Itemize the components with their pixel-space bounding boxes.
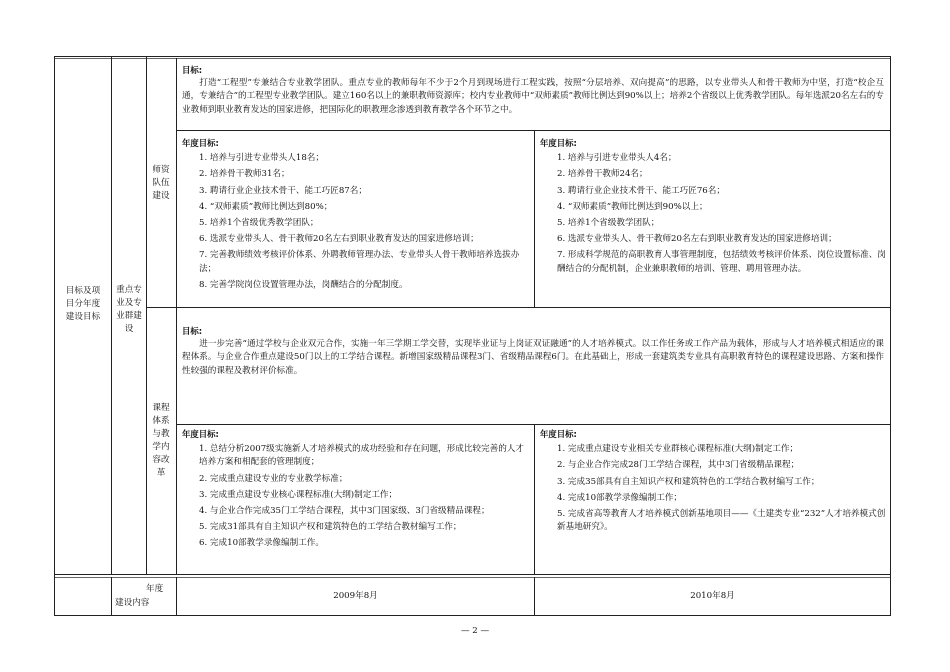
subsection-label-teachers: 师资队伍建设 <box>152 165 170 201</box>
list-item: 6. 选派专业带头人、骨干教师20名左右到职业教育发达的国家进修培训； <box>557 234 837 245</box>
table-right-border <box>890 56 891 616</box>
list-item: 7. 形成科学规范的高职教育人事管理制度，包括绩效考核评价体系、岗位设置标准、岗酬结合的分配机制，企业兼职教师的培训、管理、聘用管理办法。 <box>557 250 886 274</box>
col-divider-mid <box>534 130 535 307</box>
row-divider-1 <box>176 130 890 131</box>
list-item: 3. 聘请行业企业技术骨干、能工巧匠76名； <box>557 185 725 196</box>
table-top-border-inner <box>54 58 891 59</box>
list-item: 5. 培养1个省级教学团队； <box>557 218 660 229</box>
list-item: 4. 完成10部教学录像编制工作； <box>557 492 682 503</box>
goal-text: 打造“工程型”专兼结合专业教学团队。重点专业的教师每年不少于2个月到现场进行工程实践，按照“分层培养、双向提高”的思路，以专业带头人和骨干教师为中坚，打造“校企互通，专兼结合”的工程型专业教学团队。建立160名以上的兼职教师资源库；校内专业教师中“双师素质”教师比例达到90%以上；培养2个省级以上优秀教学团队。每年选派20名左右的专业教师到职业教育发达的国家进修，把国际化的职教理念渗透到教育教学各个环节之中。 <box>182 78 884 115</box>
year-title: 年度目标: <box>540 138 577 148</box>
list-item: 1. 总结分析2007级实施新人才培养模式的成功经验和存在问题，形成比较完善的人才培养方案和相配套的管理制度； <box>199 444 524 468</box>
year2-block-teachers <box>540 137 886 276</box>
bottom-header-content: 建设内容 <box>115 598 150 608</box>
bottom-col1-date: 2009年8月 <box>333 591 378 601</box>
list-item: 5. 完成31部具有自主知识产权和建筑特色的工学结合教材编写工作； <box>199 522 462 533</box>
year-title: 年度目标: <box>182 429 219 439</box>
left-label: 目标及项目分年度建设目标 <box>65 286 101 322</box>
col-divider-1 <box>111 56 112 574</box>
goal-text: 进一步完善“通过学校与企业双元合作，实施一年三学期工学交替，实现毕业证与上岗证双证融通”的人才培养模式。以工作任务或工作产品为载体，形成与人才培养模式相适应的课程体系。与企业合作重点建设50门以上的工学结合课程。新增国家级精品课程3门、省级精品课程6门。在此基础上，形成一套建筑类专业具有高职教育特色的课程建设思路、方案和操作性较强的课程及教材评价标准。 <box>182 339 884 376</box>
list-item: 2. 完成重点建设专业的专业教学标准； <box>199 473 348 484</box>
list-item: 1. 培养与引进专业带头人18名； <box>199 153 324 164</box>
table-bottom-border <box>54 574 891 575</box>
year2-block-curriculum <box>540 428 886 534</box>
bottom-header-year: 年度 <box>146 584 164 594</box>
list-item: 7. 完善教师绩效考核评价体系、外聘教师管理办法、专业带头人骨干教师培养选拔办法； <box>199 250 520 274</box>
goal-block-curriculum <box>182 325 884 378</box>
page-number: — 2 — <box>460 626 490 636</box>
goal-title: 目标: <box>182 65 203 75</box>
list-item: 2. 培养骨干教师24名； <box>557 169 648 180</box>
table-bottom-border-inner <box>54 577 891 578</box>
list-item: 6. 选派专业带头人、骨干教师20名左右到职业教育发达的国家进修培训； <box>199 234 479 245</box>
list-item: 1. 培养与引进专业带头人4名； <box>557 153 677 164</box>
col-divider-2 <box>146 56 147 574</box>
year1-block-curriculum <box>182 428 530 551</box>
table-top-border <box>54 56 891 57</box>
list-item: 2. 与企业合作完成28门工学结合课程，其中3门省级精品课程； <box>557 460 800 471</box>
row-divider-3 <box>176 424 890 425</box>
list-item: 6. 完成10部教学录像编制工作。 <box>199 538 324 549</box>
list-item: 4. 与企业合作完成35门工学结合课程，其中3门国家级、3门省级精品课程； <box>199 506 490 517</box>
subsection-label-curriculum: 课程体系与教学内容改革 <box>152 403 170 478</box>
goal-title: 目标: <box>182 326 203 336</box>
list-item: 8. 完善学院岗位设置管理办法，岗酬结合的分配制度。 <box>199 279 408 290</box>
row-divider-2 <box>146 307 890 308</box>
list-item: 5. 培养1个省级优秀教学团队； <box>199 218 319 229</box>
list-item: 4. “双师素质”教师比例达到90%以上； <box>557 201 708 212</box>
list-item: 3. 完成35部具有自主知识产权和建筑特色的工学结合教材编写工作； <box>557 476 820 487</box>
list-item: 1. 完成重点建设专业相关专业群核心课程标准(大纲)制定工作； <box>557 444 799 455</box>
table-left-border <box>54 56 55 616</box>
page-table-bottom <box>54 615 891 616</box>
year-title: 年度目标: <box>182 138 219 148</box>
list-item: 4. “双师素质”教师比例达到80%； <box>199 201 333 212</box>
col-divider-3 <box>176 58 177 574</box>
list-item: 5. 完成省高等教育人才培养模式创新基地项目——《土建类专业“232”人才培养模式创新基地研究》。 <box>557 509 886 533</box>
col-divider-mid-2 <box>534 424 535 574</box>
section-label: 重点专业及专业群建设 <box>116 285 142 334</box>
list-item: 3. 完成重点建设专业核心课程标准(大纲)制定工作； <box>199 489 398 500</box>
bottom-col2-date: 2010年8月 <box>690 591 735 601</box>
goal-block-teachers <box>182 64 884 117</box>
list-item: 3. 聘请行业企业技术骨干、能工巧匠87名； <box>199 185 367 196</box>
year-title: 年度目标: <box>540 429 577 439</box>
list-item: 2. 培养骨干教师31名； <box>199 169 290 180</box>
year1-block-teachers <box>182 137 530 292</box>
